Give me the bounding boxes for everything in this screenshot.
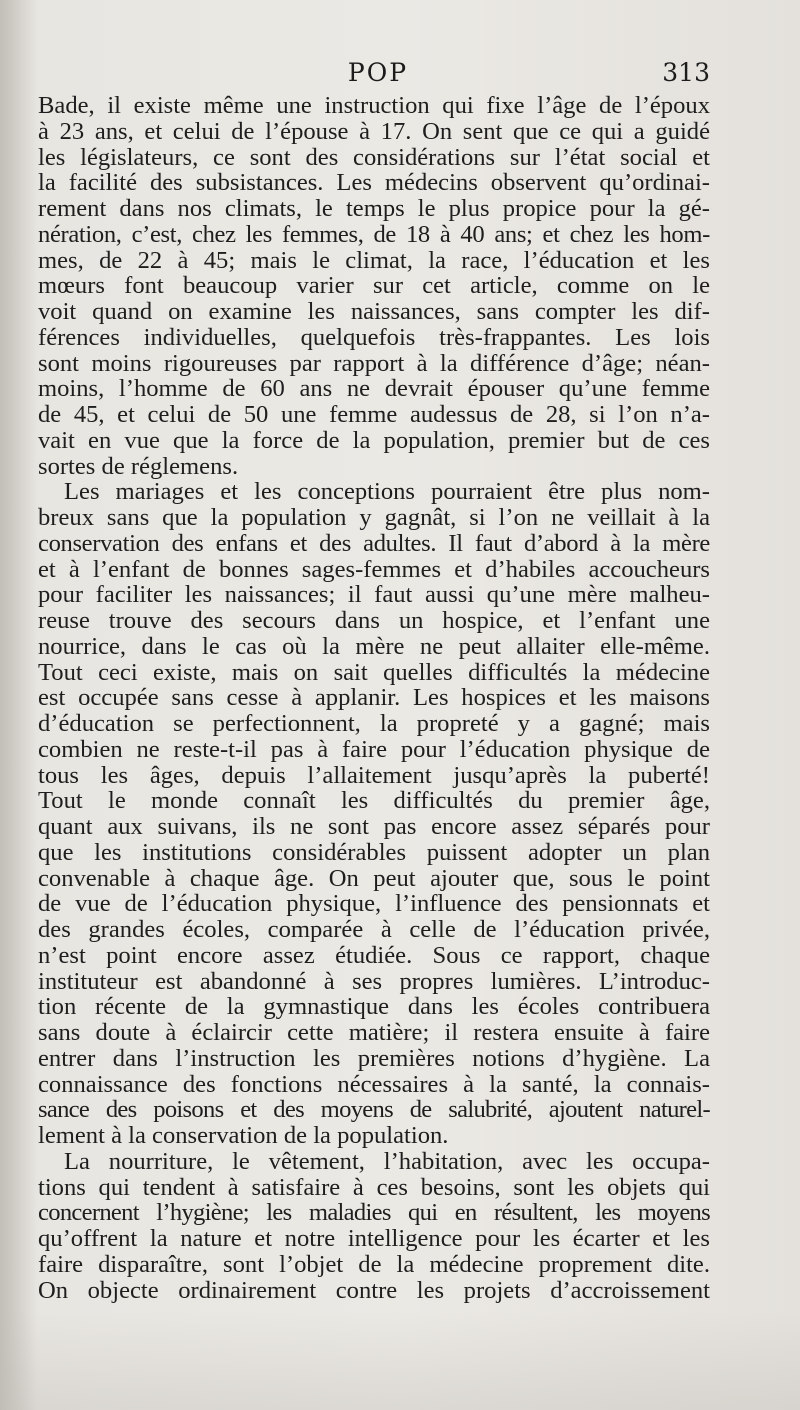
text-line: des grandes écoles, comparée à celle de l’éducation privée, [38,916,710,943]
text-line: sans doute à éclaircir cette matière; il restera ensuite à faire [38,1019,710,1046]
running-head-title: POP [347,58,409,87]
text-line: les législateurs, ce sont des considérations sur l’état social et [38,143,710,171]
text-line: lement à la conservation de la population. [38,1122,449,1149]
text-line: instituteur est abandonné à ses propres lumières. L’introduc- [38,967,710,995]
text-line: tous les âges, depuis l’allaitement jusqu’après la puberté! [38,761,710,789]
text-line: quant aux suivans, ils ne sont pas encore assez séparés pour [38,813,710,840]
text-line: tions qui tendent à satisfaire à ces besoins, sont les objets qui [38,1173,710,1201]
text-line: férences individuelles, quelquefois très-frappantes. Les lois [38,323,710,351]
text-line: connaissance des fonctions nécessaires à la santé, la connais- [38,1070,710,1098]
text-line: à 23 ans, et celui de l’épouse à 17. On sent que ce qui a guidé [38,117,710,145]
paragraph-start: Les mariages et les conceptions pourraient être plus nom- [64,478,710,506]
text-line: faire disparaître, sont l’objet de la médecine proprement dite. [38,1250,710,1278]
text-line: n’est point encore assez étudiée. Sous ce rapport, chaque [38,941,710,969]
text-line: breux sans que la population y gagnât, si l’on ne veillait à la [38,504,710,531]
text-line: mœurs font beaucoup varier sur cet article, comme on le [38,272,710,300]
paper-shading-bottom [0,1310,800,1410]
text-line: d’éducation se perfectionnent, la propreté y a gagné; mais [38,710,710,737]
text-line: combien ne reste-t-il pas à faire pour l’éducation physique de [38,735,710,763]
text-line: tion récente de la gymnastique dans les écoles contribuera [38,993,710,1021]
text-line: nération, c’est, chez les femmes, de 18 à 40 ans; et chez les hom- [38,220,710,248]
text-line: de vue de l’éducation physique, l’influence des pensionnats et [38,890,710,918]
paragraph-start: La nourriture, le vêtement, l’habitation, avec les occupa- [64,1147,710,1175]
text-line: voit quand on examine les naissances, sans compter les dif- [38,298,710,325]
text-line: entrer dans l’instruction les premières notions d’hygiène. La [38,1044,710,1072]
text-line: rement dans nos climats, le temps le plus propice pour la gé- [38,195,710,222]
text-line: sortes de réglemens. [38,452,239,480]
running-head [46,58,710,92]
body-text [38,93,710,1303]
paper-shading-left [0,0,36,1410]
text-line: est occupée sans cesse à applanir. Les hospices et les maisons [38,684,710,712]
text-line: reuse trouve des secours dans un hospice, et l’enfant une [38,607,710,634]
text-line: conservation des enfans et des adultes. Il faut d’abord à la mère [38,529,710,557]
text-line: nourrice, dans le cas où la mère ne peut allaiter elle-même. [38,632,710,660]
text-line: Tout ceci existe, mais on sait quelles difficultés la médecine [38,658,710,686]
text-line: Tout le monde connaît les difficultés du premier âge, [38,787,710,815]
text-line: sance des poisons et des moyens de salubrité, ajoutent naturel- [38,1096,710,1124]
text-line: pour faciliter les naissances; il faut aussi qu’une mère malheu- [38,581,710,609]
text-line: et à l’enfant de bonnes sages-femmes et d’habiles accoucheurs [38,555,710,583]
text-line: de 45, et celui de 50 une femme audessus de 28, si l’on n’a- [38,401,710,428]
text-line: Bade, il existe même une instruction qui fixe l’âge de l’époux [38,92,710,119]
text-line: mes, de 22 à 45; mais le climat, la race, l’éducation et les [38,246,710,274]
text-line: qu’offrent la nature et notre intelligence pour les écarter et les [38,1225,710,1252]
text-line: la facilité des subsistances. Les médecins observent qu’ordinai- [38,169,710,197]
text-line: convenable à chaque âge. On peut ajouter que, sous le point [38,864,710,892]
text-line: On objecte ordinairement contre les projets d’accroissement [38,1276,710,1304]
text-line: vait en vue que la force de la population, premier but de ces [38,426,710,454]
text-line: sont moins rigoureuses par rapport à la différence d’âge; néan- [38,349,710,377]
text-line: concernent l’hygiène; les maladies qui en résultent, les moyens [38,1199,710,1227]
text-line: moins, l’homme de 60 ans ne devrait épouser qu’une femme [38,375,710,403]
text-line: que les institutions considérables puissent adopter un plan [38,838,710,866]
page-number: 313 [662,58,710,87]
